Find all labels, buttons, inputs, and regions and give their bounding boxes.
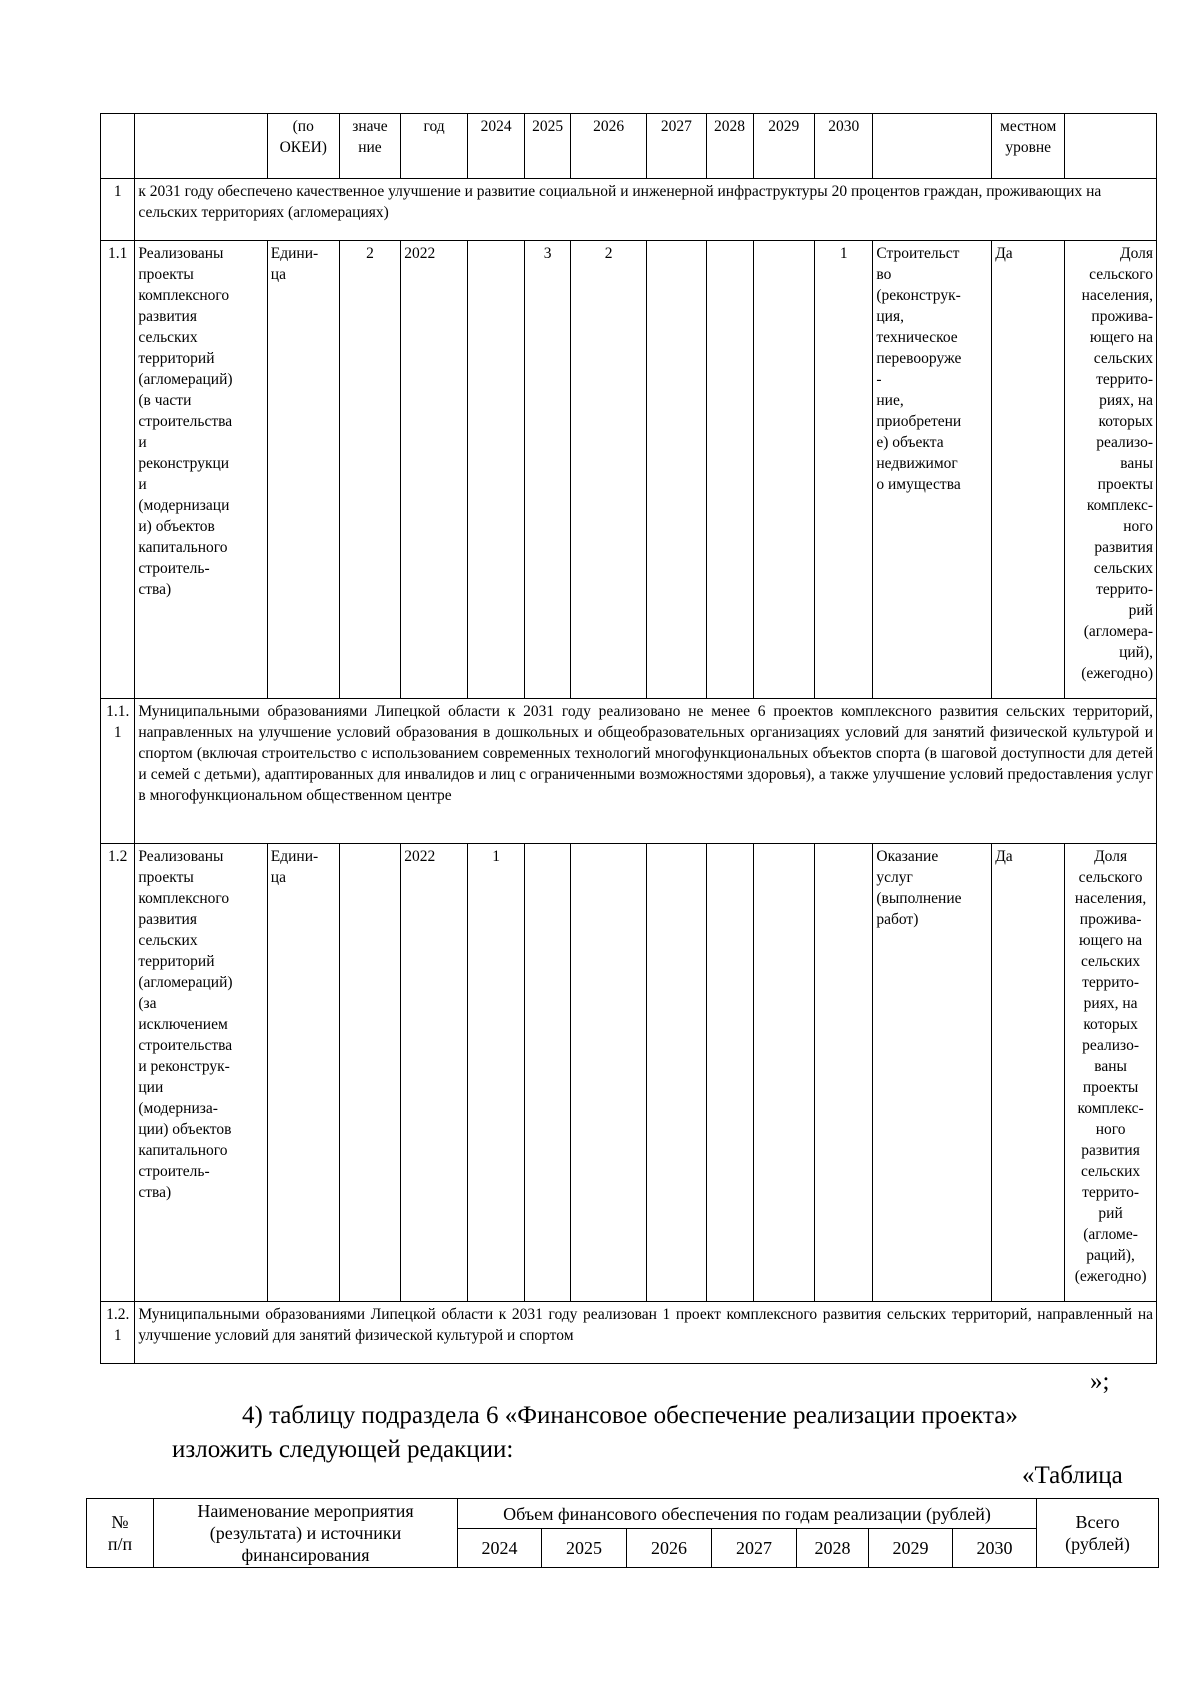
header-year: 2028 bbox=[797, 1529, 869, 1568]
result-description: Муниципальными образованиями Липецкой области к 2031 году реализован 1 проект комплексного развития сельских территорий, направленный на улучшение условий для занятий физической культурой и спортом bbox=[135, 1302, 1157, 1364]
header-base-year: год bbox=[401, 114, 468, 179]
value-2029 bbox=[753, 844, 815, 1302]
header-cell bbox=[873, 114, 992, 179]
header-unit: (по ОКЕИ) bbox=[267, 114, 339, 179]
header-volume: Объем финансового обеспечения по годам реализации (рублей) bbox=[458, 1499, 1037, 1529]
header-year: 2029 bbox=[753, 114, 815, 179]
row-number: 1.1. 1 bbox=[101, 699, 135, 844]
table-row bbox=[101, 241, 1157, 699]
base-value-cell: 2 bbox=[339, 241, 401, 699]
value-2024: 1 bbox=[467, 844, 524, 1302]
row-number: 1.1 bbox=[101, 241, 135, 699]
indicator-cell: Доля сельского населения, прожива- ющего на сельских террито- риях, на которых реализо- ваны проекты комплекс- ного развития сельских террито- рий (агломе- раций), (ежегодно) bbox=[1065, 844, 1157, 1302]
header-number: № п/п bbox=[87, 1499, 154, 1568]
header-cell bbox=[135, 114, 267, 179]
value-2025: 3 bbox=[525, 241, 571, 699]
base-value-cell bbox=[339, 844, 401, 1302]
value-2030 bbox=[815, 844, 873, 1302]
header-year: 2026 bbox=[571, 114, 647, 179]
paragraph-4 bbox=[172, 1399, 1162, 1467]
result-type-cell: Оказание услуг (выполнение работ) bbox=[873, 844, 992, 1302]
unit-cell: Едини- ца bbox=[267, 241, 339, 699]
local-level-cell: Да bbox=[992, 241, 1065, 699]
result-description-row bbox=[101, 699, 1157, 844]
header-year: 2024 bbox=[467, 114, 524, 179]
paragraph-4-line1: 4) таблицу подраздела 6 «Финансовое обеспечение реализации проекта» bbox=[242, 1402, 1018, 1429]
result-type-cell: Строительст во (реконструк- ция, техническое перевооруже - ние, приобретени е) объекта недвижимог о имущества bbox=[873, 241, 992, 699]
value-2025 bbox=[525, 844, 571, 1302]
task-text: к 2031 году обеспечено качественное улучшение и развитие социальной и инженерной инфраструктуры 20 процентов граждан, проживающих на сельских территориях (агломерациях) bbox=[135, 179, 1157, 241]
table-header-row bbox=[101, 114, 1157, 179]
header-year: 2027 bbox=[712, 1529, 797, 1568]
task-row bbox=[101, 179, 1157, 241]
header-level: местном уровне bbox=[992, 114, 1065, 179]
header-year: 2027 bbox=[647, 114, 706, 179]
base-year-cell: 2022 bbox=[401, 241, 468, 699]
result-name: Реализованы проекты комплексного развития сельских территорий (агломераций) (в части строительства и реконструкци и (модернизаци и) объектов капитального строитель- ства) bbox=[135, 241, 267, 699]
table-row bbox=[101, 844, 1157, 1302]
base-year-cell: 2022 bbox=[401, 844, 468, 1302]
table-label: «Таблица bbox=[1022, 1462, 1123, 1489]
value-2026: 2 bbox=[571, 241, 647, 699]
header-year: 2028 bbox=[706, 114, 753, 179]
row-number: 1 bbox=[101, 179, 135, 241]
value-2029 bbox=[753, 241, 815, 699]
unit-cell: Едини- ца bbox=[267, 844, 339, 1302]
result-name: Реализованы проекты комплексного развития сельских территорий (агломераций) (за исключением строительства и реконструк- ции (модерниза- ции) объектов капитального строитель- ства) bbox=[135, 844, 267, 1302]
header-year: 2025 bbox=[525, 114, 571, 179]
header-cell bbox=[101, 114, 135, 179]
header-year: 2025 bbox=[542, 1529, 627, 1568]
header-year: 2026 bbox=[627, 1529, 712, 1568]
indicator-cell: Доля сельского населения, прожива- ющего на сельских террито- риях, на которых реализо- ваны проекты комплекс- ного развития сельских террито- рий (агломера- ций), (ежегодно) bbox=[1065, 241, 1157, 699]
header-year: 2030 bbox=[953, 1529, 1037, 1568]
financing-table bbox=[86, 1498, 1159, 1568]
header-year: 2029 bbox=[869, 1529, 953, 1568]
value-2028 bbox=[706, 241, 753, 699]
value-2030: 1 bbox=[815, 241, 873, 699]
row-number: 1.2 bbox=[101, 844, 135, 1302]
indicators-table bbox=[100, 113, 1157, 1364]
header-total: Всего (рублей) bbox=[1037, 1499, 1159, 1568]
header-name: Наименование мероприятия (результата) и источники финансирования bbox=[154, 1499, 458, 1568]
header-year: 2024 bbox=[458, 1529, 542, 1568]
value-2027 bbox=[647, 844, 706, 1302]
header-cell bbox=[1065, 114, 1157, 179]
closing-quote: »; bbox=[1090, 1368, 1110, 1395]
value-2026 bbox=[571, 844, 647, 1302]
paragraph-4-line2: изложить следующей редакции: bbox=[172, 1436, 514, 1463]
result-description: Муниципальными образованиями Липецкой области к 2031 году реализовано не менее 6 проектов комплексного развития сельских территорий, направленных на улучшение условий образования в дошкольных и общеобразовательных организациях условий для занятий физической культурой и спортом (включая строительство с использованием современных технологий многофункциональных объектов спорта (в шаговой доступности для детей и семей с детьми), адаптированных для инвалидов и лиц с ограниченными возможностями здоровья), а также улучшение условий предоставления услуг в многофункциональном общественном центре bbox=[135, 699, 1157, 844]
result-description-row bbox=[101, 1302, 1157, 1364]
table-header-row bbox=[87, 1499, 1159, 1529]
header-base-value: значе ние bbox=[339, 114, 401, 179]
value-2028 bbox=[706, 844, 753, 1302]
value-2027 bbox=[647, 241, 706, 699]
value-2024 bbox=[467, 241, 524, 699]
row-number: 1.2. 1 bbox=[101, 1302, 135, 1364]
local-level-cell: Да bbox=[992, 844, 1065, 1302]
header-year: 2030 bbox=[815, 114, 873, 179]
